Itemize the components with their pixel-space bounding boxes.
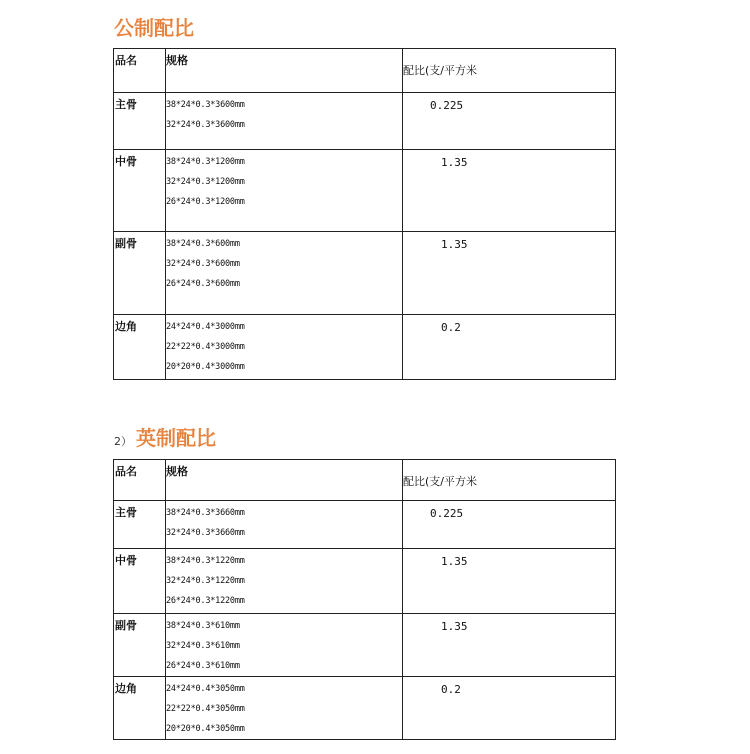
row-ratio: 1.35 <box>441 238 468 251</box>
ratio-table-imperial <box>113 459 616 740</box>
spec-line: 38*24*0.3*610mm <box>166 621 240 631</box>
section-heading-title: 英制配比 <box>136 426 216 450</box>
row-ratio-cell <box>403 677 616 740</box>
spec-line: 38*24*0.3*1200mm <box>166 157 245 167</box>
header-name: 品名 <box>114 460 166 501</box>
row-name: 边角 <box>114 677 166 740</box>
row-ratio-cell <box>403 501 616 549</box>
spec-line: 20*20*0.4*3050mm <box>166 724 245 734</box>
row-name: 副骨 <box>114 232 166 315</box>
section-heading-metric <box>114 16 194 40</box>
spec-line: 38*24*0.3*3600mm <box>166 100 245 110</box>
spec-line: 38*24*0.3*600mm <box>166 239 240 249</box>
table-row <box>114 93 616 150</box>
row-name: 副骨 <box>114 614 166 677</box>
table-header-row <box>114 49 616 93</box>
row-ratio: 1.35 <box>441 620 468 633</box>
spec-line: 32*24*0.3*3600mm <box>166 120 245 130</box>
table-row <box>114 232 616 315</box>
spec-line: 22*22*0.4*3000mm <box>166 342 245 352</box>
spec-line: 32*24*0.3*1200mm <box>166 177 245 187</box>
row-specs <box>166 549 403 614</box>
row-specs <box>166 150 403 232</box>
row-ratio-cell <box>403 315 616 380</box>
header-spec-cell <box>166 49 403 93</box>
table-row <box>114 501 616 549</box>
header-ratio-cell <box>403 49 616 93</box>
spec-line: 26*24*0.3*600mm <box>166 279 240 289</box>
row-ratio: 1.35 <box>441 156 468 169</box>
row-ratio-cell <box>403 150 616 232</box>
table-row <box>114 677 616 740</box>
section-heading-title: 公制配比 <box>114 16 194 40</box>
spec-line: 26*24*0.3*1200mm <box>166 197 245 207</box>
row-ratio: 0.225 <box>430 99 464 112</box>
row-ratio-cell <box>403 93 616 150</box>
table-row <box>114 150 616 232</box>
row-specs <box>166 232 403 315</box>
table-row <box>114 315 616 380</box>
spec-line: 26*24*0.3*1220mm <box>166 596 245 606</box>
row-specs <box>166 93 403 150</box>
header-name: 品名 <box>114 49 166 93</box>
row-specs <box>166 677 403 740</box>
header-ratio: 配比(支/平方米 <box>403 64 477 77</box>
row-name: 主骨 <box>114 93 166 150</box>
spec-line: 32*24*0.3*610mm <box>166 641 240 651</box>
spec-line: 22*22*0.4*3050mm <box>166 704 245 714</box>
row-specs <box>166 315 403 380</box>
row-ratio: 0.2 <box>441 683 461 696</box>
header-ratio: 配比(支/平方米 <box>403 475 477 488</box>
table-row <box>114 549 616 614</box>
row-name: 中骨 <box>114 150 166 232</box>
table-row <box>114 614 616 677</box>
section-heading-imperial <box>114 426 216 454</box>
table-header-row <box>114 460 616 501</box>
spec-line: 38*24*0.3*1220mm <box>166 556 245 566</box>
spec-line: 20*20*0.4*3000mm <box>166 362 245 372</box>
header-spec: 规格 <box>166 54 188 67</box>
section-heading-prefix: 2） <box>114 435 132 448</box>
header-ratio-cell <box>403 460 616 501</box>
row-specs <box>166 501 403 549</box>
row-name: 边角 <box>114 315 166 380</box>
row-name: 中骨 <box>114 549 166 614</box>
row-ratio: 0.225 <box>430 507 464 520</box>
row-specs <box>166 614 403 677</box>
spec-line: 24*24*0.4*3050mm <box>166 684 245 694</box>
ratio-table-metric <box>113 48 616 380</box>
row-ratio: 1.35 <box>441 555 468 568</box>
row-ratio-cell <box>403 549 616 614</box>
row-ratio: 0.2 <box>441 321 461 334</box>
spec-line: 32*24*0.3*600mm <box>166 259 240 269</box>
row-ratio-cell <box>403 614 616 677</box>
spec-line: 32*24*0.3*3660mm <box>166 528 245 538</box>
header-spec-cell <box>166 460 403 501</box>
row-name: 主骨 <box>114 501 166 549</box>
header-spec: 规格 <box>166 465 188 478</box>
spec-line: 38*24*0.3*3660mm <box>166 508 245 518</box>
spec-line: 32*24*0.3*1220mm <box>166 576 245 586</box>
row-ratio-cell <box>403 232 616 315</box>
spec-line: 26*24*0.3*610mm <box>166 661 240 671</box>
spec-line: 24*24*0.4*3000mm <box>166 322 245 332</box>
